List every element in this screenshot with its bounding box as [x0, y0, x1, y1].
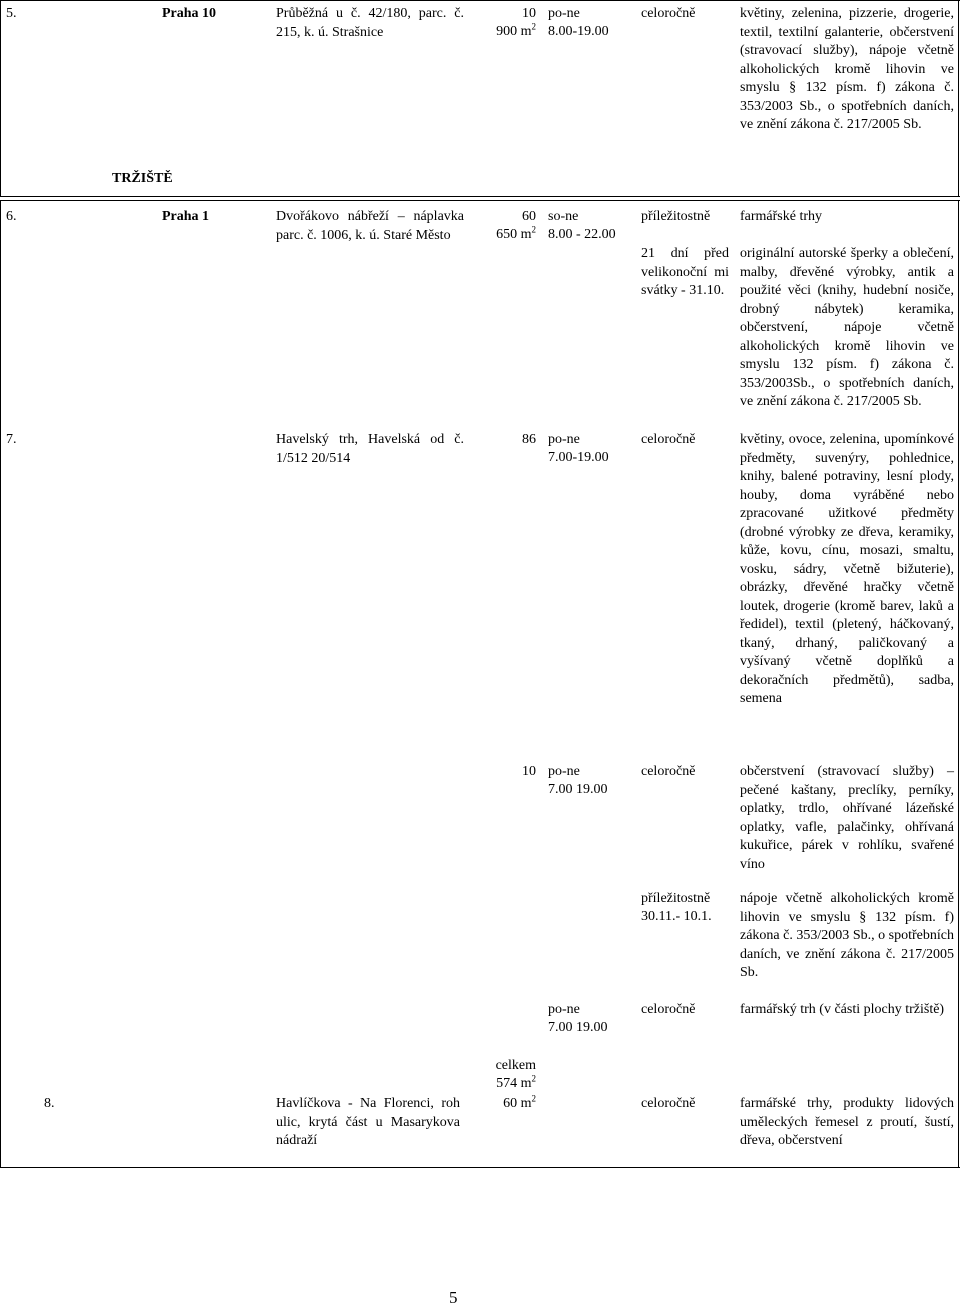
- row-6-goods: originální autorské šperky a oblečení, malby, dřevěné výrobky, antik a použité věci (knihy, hudební nosiče, drobný nábytek) keramika, občerstvení, nápoje včetně alkoholických kromě lihovin ve smyslu 132 písm. f) zákona č. 353/2003Sb., o spotřebních daních, ve znění zákona č. 217/2005 Sb.: [740, 246, 954, 409]
- row-6-area-unit-exponent: 2: [531, 224, 536, 235]
- row-7-sub-3-season: příležitostně: [641, 891, 711, 906]
- table-left-border-lower: [0, 200, 1, 1168]
- row-7-number: 7.: [6, 432, 17, 447]
- row-7-total-label: celkem: [495, 1058, 536, 1073]
- row-5-bottom-rule: [0, 196, 960, 197]
- row-5-number: 5.: [6, 6, 17, 21]
- row-8-season: celoročně: [641, 1096, 696, 1111]
- row-7-sub-1-hours: 7.00-19.00: [548, 450, 609, 465]
- row-7-sub-2-goods: občerstvení (stravovací služby) – pečené kaštany, preclíky, perníky, oplatky, trdlo, ohřívané lázeňské oplatky, vafle, palačinky, ohřívaná kukuřice, párek v rohlíku, svařené víno: [740, 764, 954, 872]
- row-7-sub-2-hours: 7.00 19.00: [548, 782, 608, 797]
- row-5-goods: květiny, zelenina, pizzerie, drogerie, textil, textilní galanterie, občerstvení (stravovací služby), nápoje včetně alkoholických kromě lihovin ve smyslu § 132 písm. f) zákona č. 353/2003 Sb., o spotřebních daních, ve znění zákona č. 217/2005 Sb.: [740, 6, 954, 132]
- row-6-days: so-ne: [548, 209, 579, 224]
- row-5-area: [466, 23, 536, 42]
- row-7-sub-4-season: celoročně: [641, 1002, 696, 1017]
- row-5-season: celoročně: [641, 6, 696, 21]
- row-5-district: Praha 10: [162, 6, 217, 21]
- row-7-sub-4-goods: farmářský trh (v části plochy tržiště): [740, 1002, 945, 1017]
- row-8-area: [466, 1095, 536, 1114]
- row-6-stands: 60: [522, 209, 536, 224]
- row-7-sub-3-goods: nápoje včetně alkoholických kromě lihovin ve smyslu § 132 písm. f) zákona č. 353/2003 Sb., o spotřebních daních, ve znění zákona č. 217/2005 Sb.: [740, 891, 954, 980]
- row-6-area: [466, 226, 536, 245]
- row-8-number: 8.: [44, 1096, 55, 1111]
- table-bottom-rule: [0, 1167, 960, 1168]
- row-6-hours: 8.00 - 22.00: [548, 227, 616, 242]
- table-right-border: [958, 0, 959, 197]
- row-7-sub-2-stands: 10: [522, 764, 536, 779]
- row-7-sub-3-season-dates: 30.11.- 10.1.: [641, 909, 712, 924]
- row-7-sub-1-season: celoročně: [641, 432, 696, 447]
- row-7-total-area-value: 574 m: [496, 1076, 532, 1091]
- row-7-sub-1-stands: 86: [522, 432, 536, 447]
- row-5-area-unit-exponent: 2: [531, 21, 536, 32]
- row-7-sub-1-days: po-ne: [548, 432, 580, 447]
- row-5-days: po-ne: [548, 6, 580, 21]
- row-6-number: 6.: [6, 209, 17, 224]
- row-5-location: Průběžná u č. 42/180, parc. č. 215, k. ú. Strašnice: [276, 6, 464, 40]
- row-5-stands: 10: [522, 6, 536, 21]
- row-8-goods: farmářské trhy, produkty lidových uměleckých řemesel z proutí, šustí, dřeva, občerstvení: [740, 1096, 954, 1148]
- row-7-sub-1-goods: květiny, ovoce, zelenina, upomínkové předměty, suvenýry, pohlednice, knihy, balené potraviny, lesní plody, houby, doma vyráběné nebo zpracované užitkové předměty (drobné výrobky ze dřeva, keramiky, kůže, kovu, cínu, mosazi, smaltu, vosku, sádry, včetně bižuterie), obrázky, dřevěné hračky včetně loutek, drogerie (kromě barev, laků a ředidel), textil (pletený, háčkovaný, tkaný, drhaný, paličkovaný a vyšívaný včetně doplňků a dekoračních předmětů), sadba, semena: [740, 432, 954, 706]
- row-6-district: Praha 1: [162, 209, 210, 224]
- row-6-top-rule: [0, 200, 960, 201]
- row-6-area-value: 650 m: [496, 227, 532, 242]
- row-6-season-note: 21 dní před velikonoční mi svátky - 31.10.: [641, 246, 729, 298]
- row-6-location: Dvořákovo nábřeží – náplavka parc. č. 1006, k. ú. Staré Město: [276, 209, 464, 243]
- table-left-border: [0, 0, 1, 197]
- row-5-type: TRŽIŠTĚ: [112, 171, 173, 186]
- row-7-sub-4-days: po-ne: [548, 1002, 580, 1017]
- row-7-location: Havelský trh, Havelská od č. 1/512 20/514: [276, 432, 464, 466]
- row-7-sub-2-season: celoročně: [641, 764, 696, 779]
- table-right-border-lower: [958, 200, 959, 1168]
- row-7-total-area: [466, 1075, 536, 1094]
- row-8-area-value: 60 m: [503, 1096, 532, 1111]
- row-8-area-unit-exponent: 2: [531, 1093, 536, 1104]
- row-7-total-area-unit-exponent: 2: [531, 1073, 536, 1084]
- row-6-goods-title: farmářské trhy: [740, 209, 823, 224]
- row-7-sub-2-days: po-ne: [548, 764, 580, 779]
- row-6-season: příležitostně: [641, 209, 711, 224]
- table-top-rule: [0, 0, 960, 1]
- row-8-location: Havlíčkova - Na Florenci, roh ulic, krytá část u Masarykova nádraží: [276, 1096, 460, 1148]
- row-5-hours: 8.00-19.00: [548, 24, 609, 39]
- row-5-area-value: 900 m: [496, 24, 532, 39]
- page-number: 5: [449, 1288, 458, 1307]
- row-7-sub-4-hours: 7.00 19.00: [548, 1020, 608, 1035]
